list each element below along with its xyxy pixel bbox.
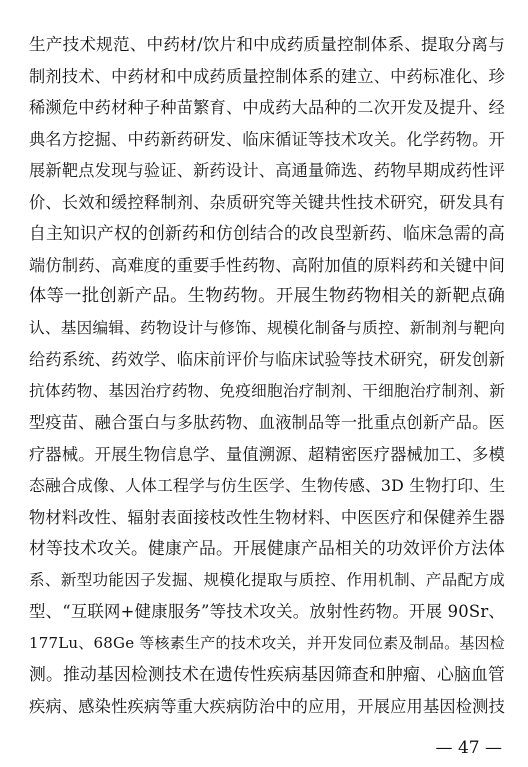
text-line: 生产技术规范、中药材/饮片和中成药质量控制体系、提取分离与 <box>29 35 505 54</box>
text-line: 制剂技术、中药材和中成药质量控制体系的建立、中药标准化、珍 <box>29 66 505 86</box>
text-line: 价、长效和缓控释制剂、杂质研究等关键共性技术研究，研发具有 <box>29 192 505 212</box>
text-line: 给药系统、药效学、临床前评价与临床试验等技术研究，研发创新 <box>29 350 505 369</box>
text-line: 端仿制药、高难度的重要手性药物、高附加值的原料药和关键中间 <box>29 255 505 275</box>
text-line: 型疫苗、融合蛋白与多肽药物、血液制品等一批重点创新产品。医 <box>29 413 505 432</box>
text-line: 稀濒危中药材种子种苗繁育、中成药大品种的二次开发及提升、经 <box>29 98 505 117</box>
page-number: — 47 — <box>435 738 502 758</box>
text-line: 177Lu、68Ge 等核素生产的技术攻关，并开发同位素及制品。基因检 <box>29 633 505 652</box>
text-line: 材等技术攻关。健康产品。开展健康产品相关的功效评价方法体 <box>29 538 505 558</box>
text-line: 测。推动基因检测技术在遗传性疾病基因筛查和肿瘤、心脑血管 <box>29 664 505 684</box>
text-line: 体等一批创新产品。生物药物。开展生物药物相关的新靶点确 <box>29 286 505 306</box>
text-line: 抗体药物、基因治疗药物、免疫细胞治疗制剂、干细胞治疗制剂、新 <box>29 381 505 400</box>
text-line: 展新靶点发现与验证、新药设计、高通量筛选、药物早期成药性评 <box>29 161 505 180</box>
text-line: 典名方挖掘、中药新药研发、临床循证等技术攻关。化学药物。开 <box>29 129 505 149</box>
text-line: 认、基因编辑、药物设计与修饰、规模化制备与质控、新制剂与靶向 <box>29 318 505 337</box>
text-line: 物材料改性、辐射表面接枝改性生物材料、中医医疗和保健养生器 <box>29 507 505 527</box>
text-line: 型、“互联网+健康服务”等技术攻关。放射性药物。开展 90Sr、 <box>29 602 505 621</box>
text-line: 疗器械。开展生物信息学、量值溯源、超精密医疗器械加工、多模 <box>29 444 505 464</box>
text-line: 系、新型功能因子发掘、规模化提取与质控、作用机制、产品配方成 <box>29 570 505 589</box>
text-line: 自主知识产权的创新药和仿创结合的改良型新药、临床急需的高 <box>29 223 505 243</box>
body-text <box>29 29 505 722</box>
text-line: 疾病、感染性疾病等重大疾病防治中的应用，开展应用基因检测技 <box>29 696 505 716</box>
text-line: 态融合成像、人体工程学与仿生医学、生物传感、3D 生物打印、生 <box>29 476 505 495</box>
